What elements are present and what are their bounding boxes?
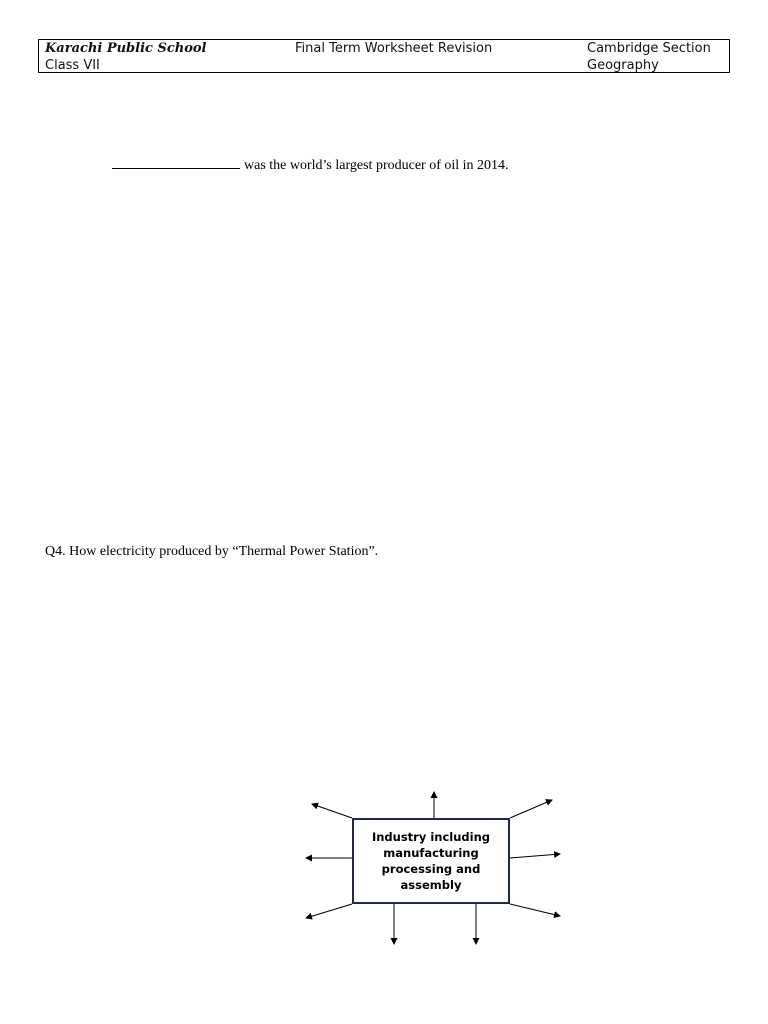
answer-blank[interactable] — [112, 156, 240, 169]
section-name: Cambridge Section — [587, 41, 711, 56]
worksheet-header — [38, 39, 730, 73]
industry-box: Industry including manufacturing processing and assembly — [352, 818, 510, 904]
arrow-top-right — [510, 800, 552, 818]
worksheet-title: Final Term Worksheet Revision — [295, 41, 493, 56]
industry-diagram — [290, 780, 580, 960]
class-name: Class VII — [45, 58, 100, 73]
arrow-right — [510, 854, 560, 858]
question-4: Q4. How electricity produced by “Thermal Power Station”. — [45, 544, 379, 559]
arrow-bottom-left — [306, 904, 352, 918]
subject-name: Geography — [587, 58, 659, 73]
fill-blank-text: was the world’s largest producer of oil in 2014. — [244, 158, 509, 173]
school-name: Karachi Public School — [45, 41, 207, 56]
arrow-bottom-right — [510, 904, 560, 916]
arrow-top-left — [312, 804, 352, 818]
fill-blank-question — [112, 156, 509, 174]
